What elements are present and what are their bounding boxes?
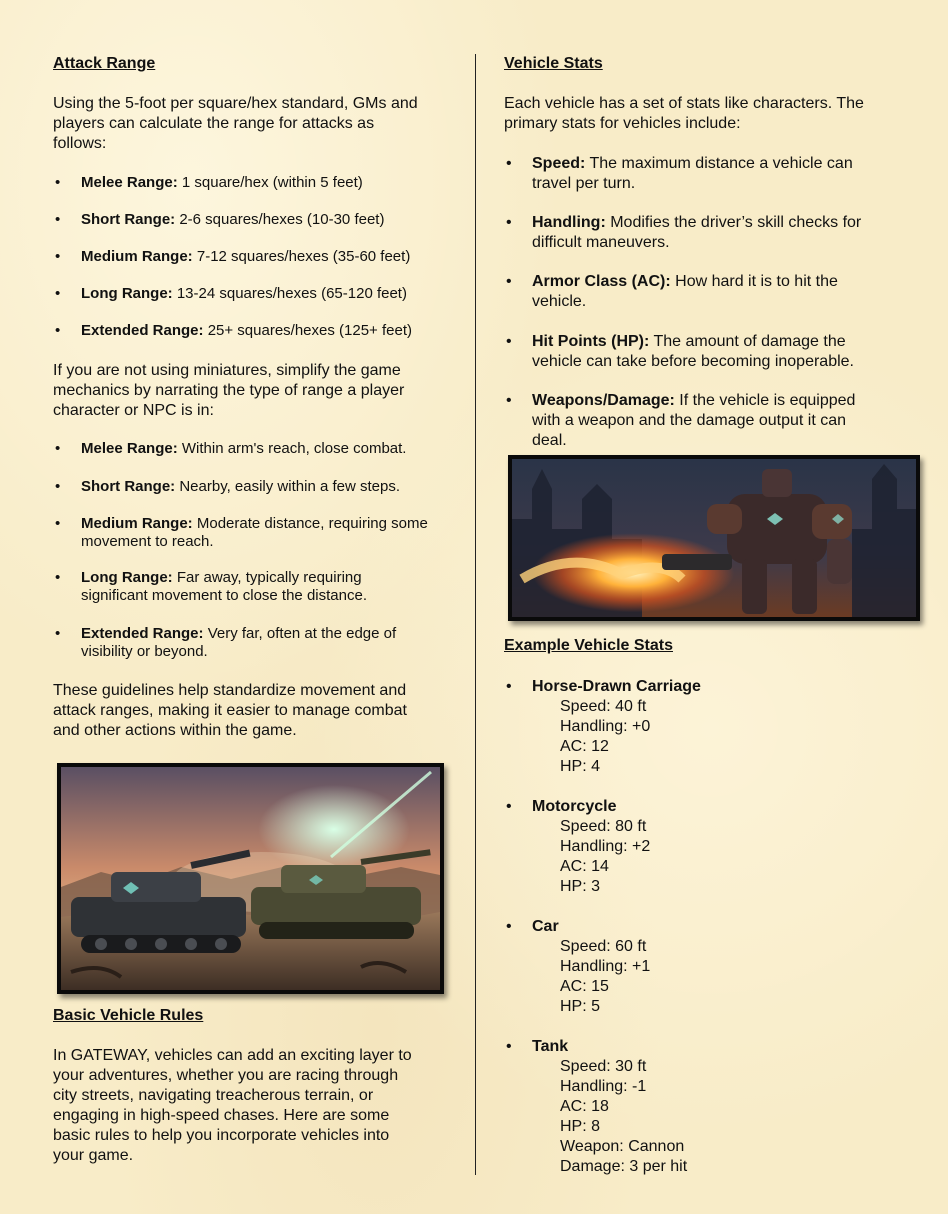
vehicle-stat: Speed: 60 ft: [560, 938, 647, 955]
attack-range-intro: [53, 94, 453, 154]
vehicle-stat: AC: 12: [560, 738, 609, 755]
term: Melee Range:: [81, 440, 178, 457]
desc: Modifies the driver’s skill checks for: [605, 214, 862, 231]
vehicle-stat: HP: 4: [560, 758, 601, 775]
mech-image: [512, 459, 916, 617]
vehicle-stat: AC: 15: [560, 978, 609, 995]
text-line: These guidelines help standardize movement and: [53, 682, 407, 699]
desc: Moderate distance, requiring some: [192, 515, 428, 532]
vehicle-name: Horse-Drawn Carriage: [532, 678, 701, 695]
narrative-intro: [53, 361, 453, 421]
text-line: Each vehicle has a set of stats like characters. The: [504, 95, 864, 112]
desc: The amount of damage the: [649, 333, 846, 350]
vehicle-item: [504, 677, 914, 777]
desc: difficult maneuvers.: [532, 234, 670, 251]
term: Short Range:: [81, 478, 176, 495]
vehicle-stat: Handling: -1: [560, 1078, 647, 1095]
desc: Far away, typically requiring: [172, 569, 362, 586]
list-item: [53, 248, 453, 266]
term: Armor Class (AC):: [532, 273, 671, 290]
term: Long Range:: [81, 285, 173, 302]
text-line: follows:: [53, 135, 107, 152]
desc: deal.: [532, 432, 567, 449]
list-item: [53, 478, 453, 496]
vehicle-stat: Speed: 30 ft: [560, 1058, 647, 1075]
text-line: your adventures, whether you are racing through: [53, 1067, 399, 1084]
list-item: [53, 211, 453, 229]
list-item: [53, 625, 453, 661]
column-divider: [475, 54, 476, 1175]
list-item: [504, 154, 914, 194]
term: Hit Points (HP):: [532, 333, 650, 350]
desc: vehicle.: [532, 293, 587, 310]
term: Extended Range:: [81, 322, 204, 339]
desc: Within arm's reach, close combat.: [177, 440, 407, 457]
term: Long Range:: [81, 569, 173, 586]
term: Speed:: [532, 155, 586, 172]
vehicle-item: [504, 1037, 914, 1177]
text-line: players can calculate the range for attacks as: [53, 115, 375, 132]
tanks-image: [61, 767, 440, 990]
basic-vehicle-rules-heading: Basic Vehicle Rules: [53, 1007, 204, 1024]
list-item: [504, 272, 914, 312]
text-line: your game.: [53, 1147, 134, 1164]
desc: The maximum distance a vehicle can: [585, 155, 853, 172]
vehicle-stats-intro: [504, 94, 914, 134]
list-item: [53, 569, 453, 605]
term: Medium Range:: [81, 515, 193, 532]
desc: Nearby, easily within a few steps.: [175, 478, 400, 495]
text-line: In GATEWAY, vehicles can add an exciting layer to: [53, 1047, 412, 1064]
vehicle-stat: AC: 14: [560, 858, 609, 875]
vehicle-stat: AC: 18: [560, 1098, 609, 1115]
text-line: primary stats for vehicles include:: [504, 115, 741, 132]
example-vehicle-stats-heading: Example Vehicle Stats: [504, 637, 673, 654]
list-item: [504, 391, 914, 451]
vehicle-stat: Damage: 3 per hit: [560, 1158, 688, 1175]
text-line: character or NPC is in:: [53, 402, 214, 419]
list-item: [504, 332, 914, 372]
vehicle-name: Tank: [532, 1038, 569, 1055]
desc: visibility or beyond.: [81, 643, 208, 660]
basic-vehicle-rules-text: [53, 1046, 453, 1166]
vehicle-name: Car: [532, 918, 559, 935]
term: Weapons/Damage:: [532, 392, 675, 409]
vehicle-stat: HP: 3: [560, 878, 601, 895]
attack-range-outro: [53, 681, 453, 741]
vehicle-item: [504, 797, 914, 897]
desc: with a weapon and the damage output it can: [532, 412, 846, 429]
desc: Very far, often at the edge of: [203, 625, 397, 642]
vehicle-name: Motorcycle: [532, 798, 617, 815]
vehicle-stat: Speed: 80 ft: [560, 818, 647, 835]
vehicle-stat: Speed: 40 ft: [560, 698, 647, 715]
tanks-illustration: [57, 763, 444, 994]
list-item: [504, 213, 914, 253]
text-line: engaging in high-speed chases. Here are some: [53, 1107, 390, 1124]
term: Medium Range:: [81, 248, 193, 265]
desc: If the vehicle is equipped: [674, 392, 856, 409]
text-line: and other actions within the game.: [53, 722, 297, 739]
list-item: [53, 322, 453, 340]
vehicle-stat: Handling: +0: [560, 718, 651, 735]
text-line: Using the 5-foot per square/hex standard, GMs and: [53, 95, 418, 112]
desc: 13-24 squares/hexes (65-120 feet): [172, 285, 407, 302]
text-line: attack ranges, making it easier to manage combat: [53, 702, 407, 719]
term: Handling:: [532, 214, 606, 231]
list-item: [53, 515, 453, 551]
desc: 2-6 squares/hexes (10-30 feet): [175, 211, 385, 228]
vehicle-stat: HP: 8: [560, 1118, 601, 1135]
vehicle-item: [504, 917, 914, 1017]
vehicle-stat: Handling: +2: [560, 838, 651, 855]
desc: 1 square/hex (within 5 feet): [177, 174, 363, 191]
mech-illustration: [508, 455, 920, 621]
desc: significant movement to close the distance.: [81, 587, 367, 604]
desc: 25+ squares/hexes (125+ feet): [203, 322, 413, 339]
desc: travel per turn.: [532, 175, 636, 192]
list-item: [53, 174, 453, 192]
vehicle-stats-heading: Vehicle Stats: [504, 55, 603, 72]
attack-range-heading: Attack Range: [53, 55, 156, 72]
text-line: If you are not using miniatures, simplify the game: [53, 362, 401, 379]
term: Extended Range:: [81, 625, 204, 642]
text-line: basic rules to help you incorporate vehicles into: [53, 1127, 390, 1144]
list-item: [53, 285, 453, 303]
vehicle-stat: HP: 5: [560, 998, 601, 1015]
desc: 7-12 squares/hexes (35-60 feet): [192, 248, 411, 265]
text-line: mechanics by narrating the type of range a player: [53, 382, 405, 399]
text-line: city streets, navigating treacherous terrain, or: [53, 1087, 374, 1104]
desc: vehicle can take before becoming inoperable.: [532, 353, 854, 370]
term: Short Range:: [81, 211, 176, 228]
vehicle-stat: Handling: +1: [560, 958, 651, 975]
term: Melee Range:: [81, 174, 178, 191]
vehicle-stat: Weapon: Cannon: [560, 1138, 685, 1155]
list-item: [53, 440, 453, 458]
desc: movement to reach.: [81, 533, 214, 550]
desc: How hard it is to hit the: [670, 273, 838, 290]
